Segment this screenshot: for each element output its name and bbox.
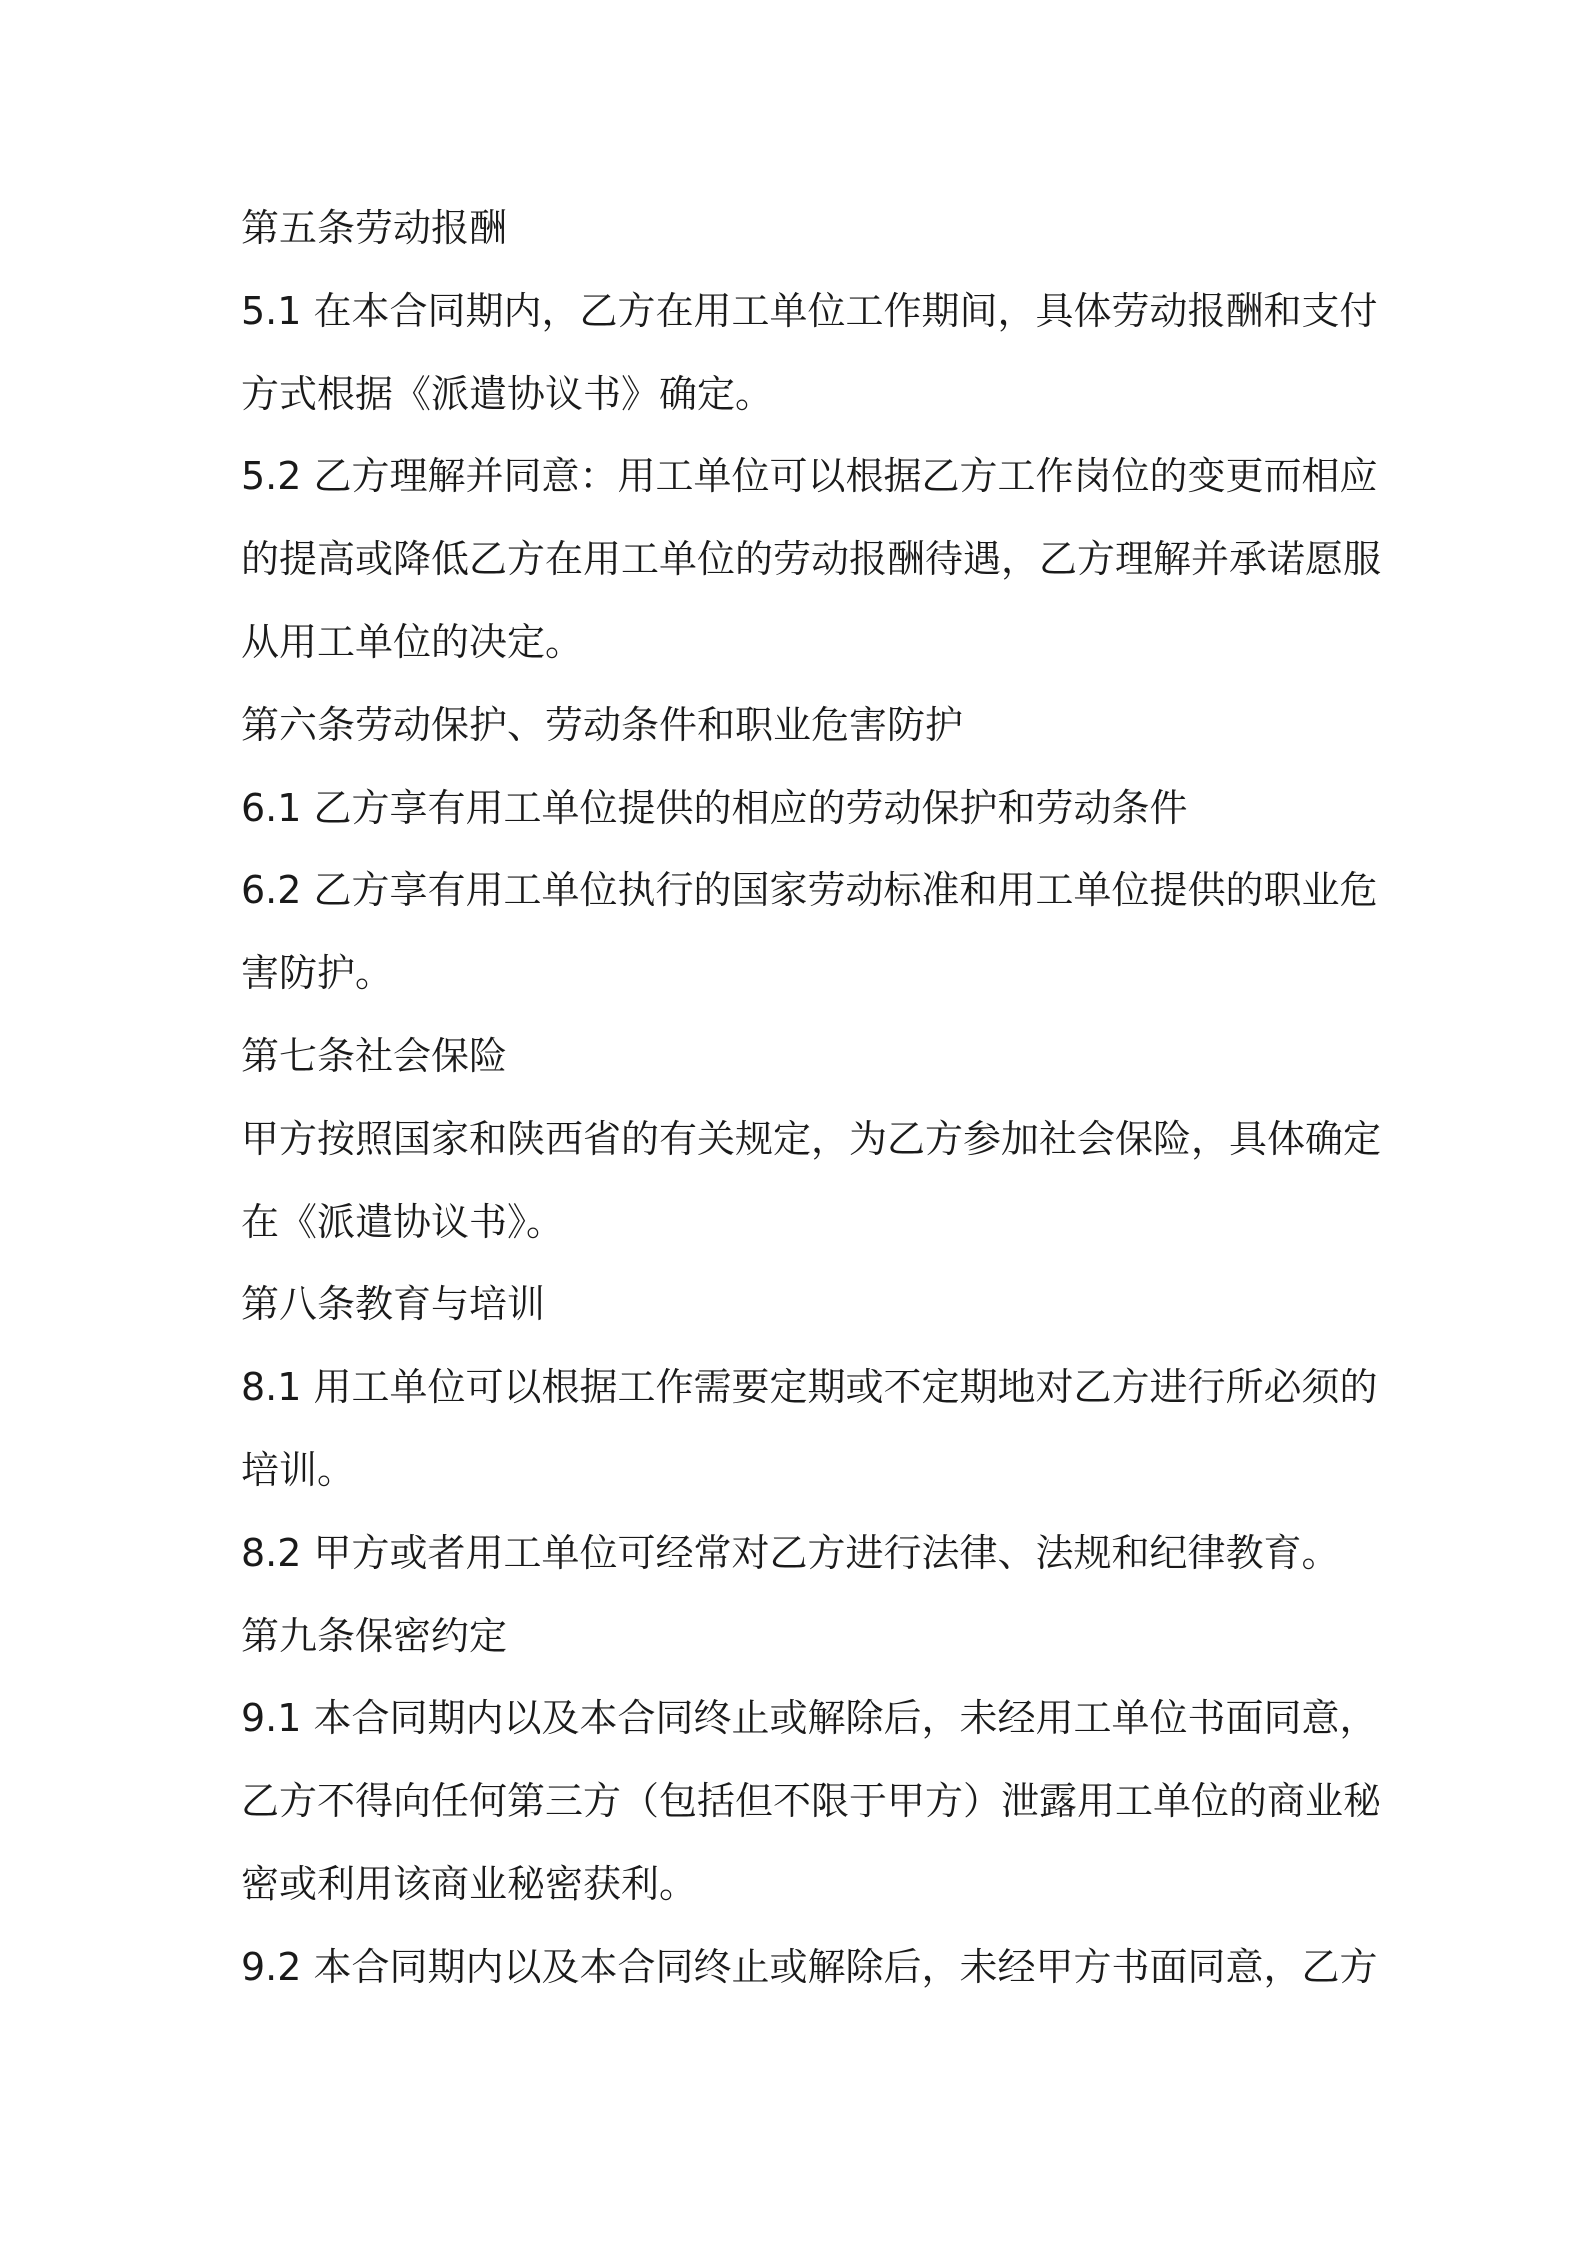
clause-6-2-line-2: 害防护。 bbox=[241, 951, 394, 996]
clause-5-2-line-3: 从用工单位的决定。 bbox=[241, 619, 584, 664]
article-6-heading: 第六条劳动保护、劳动条件和职业危害防护 bbox=[241, 702, 964, 747]
clause-8-1-line-1: 8.1 用工单位可以根据工作需要定期或不定期地对乙方进行所必须的 bbox=[241, 1365, 1378, 1410]
clause-5-2-line-2: 的提高或降低乙方在用工单位的劳动报酬待遇，乙方理解并承诺愿服 bbox=[241, 537, 1382, 582]
clause-5-2-line-1: 5.2 乙方理解并同意：用工单位可以根据乙方工作岗位的变更而相应 bbox=[241, 454, 1378, 499]
clause-5-1-line-2: 方式根据《派遣协议书》确定。 bbox=[241, 371, 774, 416]
clause-6-1-line-1: 6.1 乙方享有用工单位提供的相应的劳动保护和劳动条件 bbox=[241, 785, 1188, 830]
clause-5-1-line-1: 5.1 在本合同期内，乙方在用工单位工作期间，具体劳动报酬和支付 bbox=[241, 288, 1378, 333]
clause-8-2-line-1: 8.2 甲方或者用工单位可经常对乙方进行法律、法规和纪律教育。 bbox=[241, 1530, 1340, 1575]
article-9-heading: 第九条保密约定 bbox=[241, 1613, 508, 1658]
clause-9-1-line-2: 乙方不得向任何第三方（包括但不限于甲方）泄露用工单位的商业秘 bbox=[241, 1779, 1382, 1824]
article-7-body-line-2: 在《派遣协议书》。 bbox=[241, 1199, 565, 1244]
article-7-body-line-1: 甲方按照国家和陕西省的有关规定，为乙方参加社会保险，具体确定 bbox=[241, 1116, 1382, 1161]
clause-6-2-line-1: 6.2 乙方享有用工单位执行的国家劳动标准和用工单位提供的职业危 bbox=[241, 868, 1378, 913]
clause-9-1-line-1: 9.1 本合同期内以及本合同终止或解除后，未经用工单位书面同意， bbox=[241, 1696, 1378, 1741]
clause-9-2-line-1: 9.2 本合同期内以及本合同终止或解除后，未经甲方书面同意，乙方 bbox=[241, 1944, 1378, 1989]
contract-text bbox=[241, 198, 1382, 2020]
article-5-heading: 第五条劳动报酬 bbox=[241, 206, 508, 250]
article-8-heading: 第八条教育与培训 bbox=[241, 1282, 546, 1327]
article-7-heading: 第七条社会保险 bbox=[241, 1033, 508, 1078]
clause-9-1-line-3: 密或利用该商业秘密获利。 bbox=[241, 1861, 698, 1906]
clause-8-1-line-2: 培训。 bbox=[241, 1447, 356, 1492]
